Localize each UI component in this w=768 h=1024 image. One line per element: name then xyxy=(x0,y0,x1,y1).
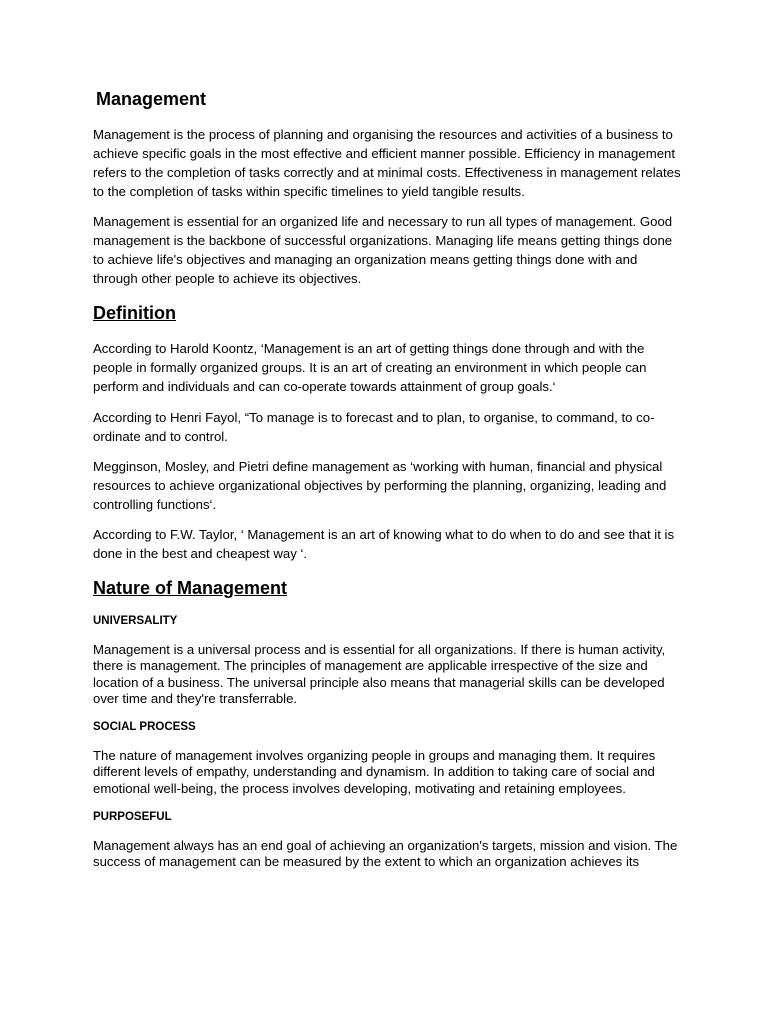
definition-taylor: According to F.W. Taylor, ‘ Management is an art of knowing what to do when to do and see that it is done in the best and cheapest way ‘. xyxy=(93,527,675,561)
purposeful-text: Management always has an end goal of achieving an organization's targets, mission and vision. The success of management can be measured by the extent to which an organization achieves its xyxy=(93,838,678,870)
definition-fayol: According to Henri Fayol, “To manage is to forecast and to plan, to organise, to command, to co-ordinate and to control. xyxy=(93,410,655,444)
intro-paragraph-2: Management is essential for an organized life and necessary to run all types of management. Good management is the backbone of successful organizations. Managing life means getting things done to achieve life's objectives and managing an organization means getting things done with and through other people to achieve its objectives. xyxy=(93,214,673,286)
social-process-text: The nature of management involves organizing people in groups and managing them. It requires different levels of empathy, understanding and dynamism. In addition to taking care of social and emotional well-being, the process involves developing, motivating and retaining employees. xyxy=(93,748,656,796)
intro-paragraph-1: Management is the process of planning and organising the resources and activities of a business to achieve specific goals in the most effective and efficient manner possible. Efficiency in management refers to the completion of tasks correctly and at minimal costs. Effectiveness in management relates to the completion of tasks within specific timelines to yield tangible results. xyxy=(93,127,681,199)
definition-heading: Definition xyxy=(93,303,176,323)
social-process-title: SOCIAL PROCESS xyxy=(93,721,196,733)
universality-text: Management is a universal process and is essential for all organizations. If there is human activity, there is management. The principles of management are applicable irrespective of the size and location of a business. The universal principle also means that managerial skills can be developed over time and they're transferrable. xyxy=(93,642,666,707)
nature-heading: Nature of Management xyxy=(93,578,288,598)
document-title: Management xyxy=(96,89,207,109)
definition-koontz: According to Harold Koontz, ‘Management is an art of getting things done through and with the people in formally organized groups. It is an art of creating an environment in which people can perform and individuals and can co-operate towards attainment of group goals.‘ xyxy=(93,341,647,394)
universality-title: UNIVERSALITY xyxy=(93,615,178,627)
definition-megginson: Megginson, Mosley, and Pietri define management as ‘working with human, financial and physical resources to achieve organizational objectives by performing the planning, organizing, leading and controlling functions‘. xyxy=(93,459,667,512)
purposeful-title: PURPOSEFUL xyxy=(93,811,172,823)
